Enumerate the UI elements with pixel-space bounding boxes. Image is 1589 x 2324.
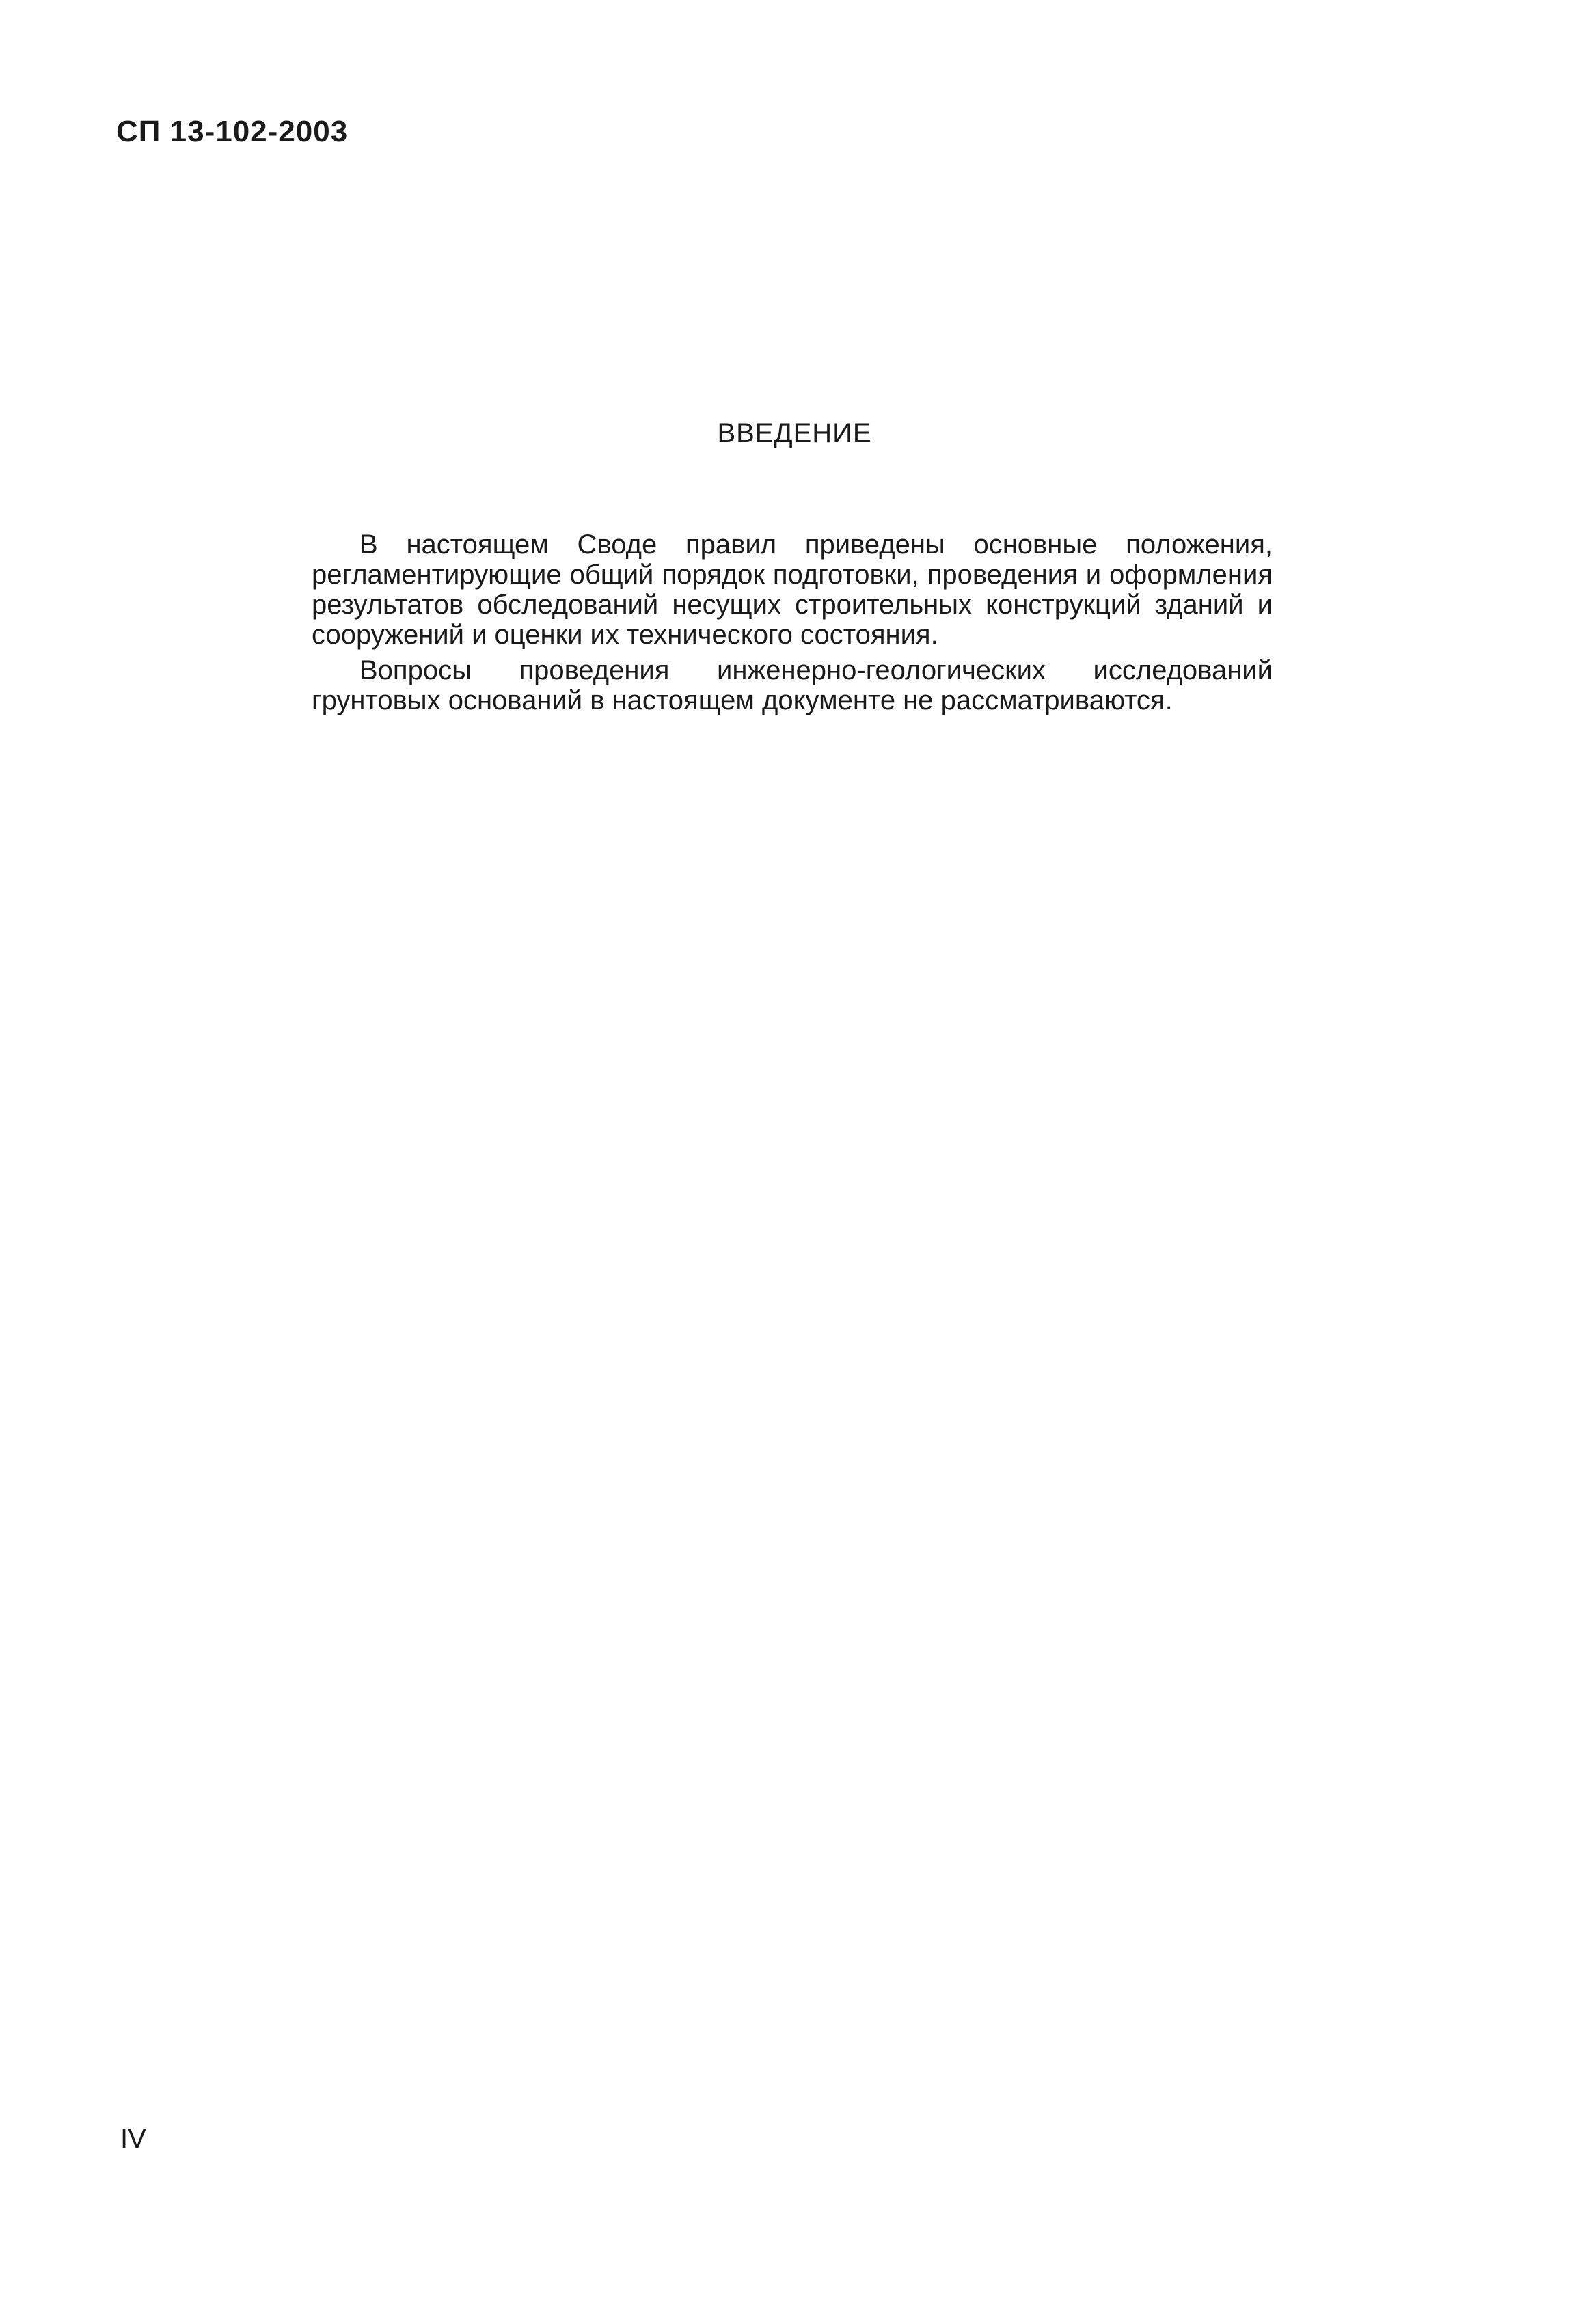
introduction-body [312, 530, 1273, 715]
page-number: IV [120, 2124, 146, 2154]
document-code-header: СП 13-102-2003 [116, 115, 349, 148]
paragraph: В настоящем Своде правил приведены основные положения, регламентирующие общий порядок подготовки, проведения и оформления результатов обследований несущих строительных конструкций зданий и сооружений и оценки их технического состояния. [312, 530, 1273, 650]
section-title: ВВЕДЕНИЕ [717, 418, 872, 448]
paragraph: Вопросы проведения инженерно-геологических исследований грунтовых оснований в настоящем документе не рассматриваются. [312, 655, 1273, 715]
